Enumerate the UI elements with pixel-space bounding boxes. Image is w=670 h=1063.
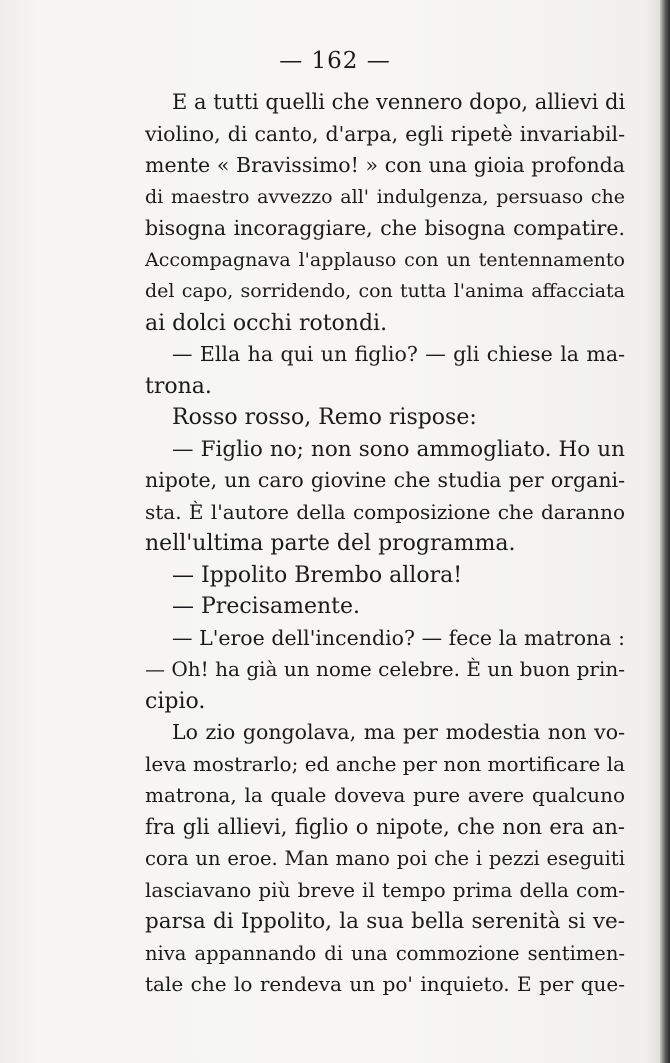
text-line: — Oh! ha già un nome celebre. È un buon prin-	[145, 657, 625, 681]
text-line: del capo, sorridendo, con tutta l'anima affacciata	[145, 280, 625, 302]
text-line: violino, di canto, d'arpa, egli ripetè invariabil-	[145, 121, 625, 146]
text-line: niva appannando di una commozione sentimen-	[145, 941, 625, 965]
page-number: — 162 —	[279, 48, 391, 74]
text-line: ai dolci occhi rotondi.	[145, 310, 388, 336]
text-line: — L'eroe dell'incendio? — fece la matrona :	[172, 625, 625, 650]
text-line: Accompagnava l'applauso con un tentennamento	[145, 248, 625, 271]
text-line: — Ippolito Brembo allora!	[172, 562, 463, 588]
text-line: sta. È l'autore della composizione che daranno	[145, 499, 625, 524]
text-line: mente « Bravissimo! » con una gioia profonda	[145, 153, 625, 177]
text-line: parsa di Ippolito, la sua bella serenità si ve-	[145, 909, 625, 934]
text-line: nell'ultima parte del programma.	[145, 531, 516, 556]
page-edge-shadow	[660, 0, 670, 1063]
text-line: di maestro avvezzo all' indulgenza, persuaso che	[145, 185, 625, 208]
text-line: lasciavano più breve il tempo prima della com-	[145, 877, 625, 902]
text-line: trona.	[145, 373, 212, 399]
text-line: cora un eroe. Man mano poi che i pezzi eseguiti	[145, 847, 625, 870]
text-line: Rosso rosso, Remo rispose:	[172, 405, 477, 430]
text-line: tale che lo rendeva un po' inquieto. E per que-	[145, 972, 625, 996]
text-line: bisogna incoraggiare, che bisogna compatire.	[145, 216, 625, 240]
text-line: fra gli allievi, figlio o nipote, che non era an-	[145, 814, 625, 839]
text-line: — Ella ha qui un figlio? — gli chiese la ma-	[172, 342, 625, 366]
text-line: matrona, la quale doveva pure avere qualcuno	[145, 783, 625, 807]
text-line: — Figlio no; non sono ammogliato. Ho un	[172, 436, 625, 462]
text-line: leva mostrarlo; ed anche per non mortificare la	[145, 751, 626, 776]
text-line: cipio.	[145, 688, 206, 714]
text-line: — Precisamente.	[172, 594, 360, 619]
text-line: E a tutti quelli che vennero dopo, allievi di	[172, 90, 626, 114]
body-text	[145, 87, 625, 1001]
text-line: Lo zio gongolava, ma per modestia non vo-	[172, 720, 625, 744]
text-line: nipote, un caro giovine che studia per organi-	[145, 468, 625, 492]
